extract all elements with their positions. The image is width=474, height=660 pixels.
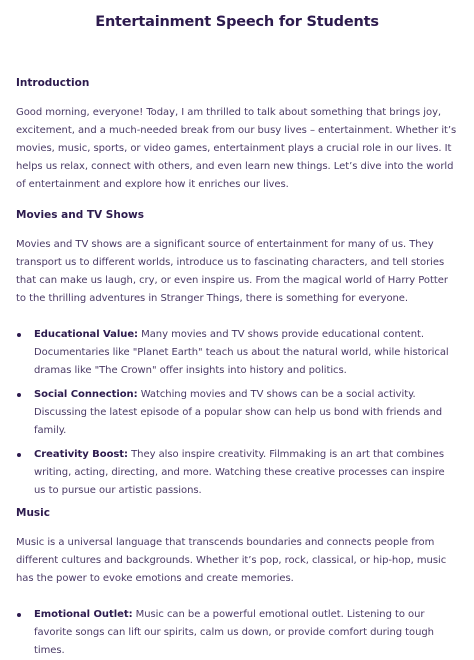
bullet-term: Social Connection: <box>34 389 138 400</box>
bullet-dot-icon <box>17 333 21 337</box>
list-item <box>24 386 458 440</box>
music-paragraph: Music is a universal language that transcends boundaries and connects people from different cultures and backgrounds. Whether it’s pop, rock, classical, or hip-hop, music has the power to evoke emotions and create memories. <box>16 537 447 584</box>
bullet-term: Educational Value: <box>34 329 139 340</box>
section-heading-movies-tv: Movies and TV Shows <box>16 209 145 221</box>
movies-tv-bullet-list <box>16 326 458 500</box>
bullet-text: They also inspire creativity. Filmmaking is an art that combines writing, acting, directing, and more. Watching these creative processes can inspire us to pursue our artistic passions. <box>34 449 445 496</box>
list-item <box>24 326 458 380</box>
section-heading-music: Music <box>16 507 50 519</box>
introduction-paragraph: Good morning, everyone! Today, I am thrilled to talk about something that brings joy, excitement, and a much-needed break from our busy lives – entertainment. Whether it’s movies, music, sports, or video games, entertainment plays a crucial role in our lives. It helps us relax, connect with others, and even learn new things. Let’s dive into the world of entertainment and explore how it enriches our lives. <box>16 107 457 190</box>
music-bullet-list <box>16 606 458 660</box>
list-item <box>24 606 458 660</box>
page-title: Entertainment Speech for Students <box>95 14 379 30</box>
bullet-text: Many movies and TV shows provide educational content. Documentaries like "Planet Earth" teach us about the natural world, while historical dramas like "The Crown" offer insights into history and politics. <box>34 329 449 376</box>
bullet-text: Music can be a powerful emotional outlet. Listening to our favorite songs can lift our spirits, calm us down, or provide comfort during tough times. <box>34 609 434 656</box>
bullet-text: Watching movies and TV shows can be a social activity. Discussing the latest episode of a popular show can help us bond with friends and family. <box>34 389 443 436</box>
bullet-dot-icon <box>17 613 21 617</box>
bullet-dot-icon <box>17 393 21 397</box>
bullet-term: Creativity Boost: <box>34 449 128 460</box>
bullet-term: Emotional Outlet: <box>34 609 133 620</box>
bullet-dot-icon <box>17 453 21 457</box>
movies-tv-paragraph: Movies and TV shows are a significant source of entertainment for many of us. They transport us to different worlds, introduce us to fascinating characters, and tell stories that can make us laugh, cry, or even inspire us. From the magical world of Harry Potter to the thrilling adventures in Stranger Things, there is something for everyone. <box>16 239 448 304</box>
section-heading-introduction: Introduction <box>16 77 90 89</box>
list-item <box>24 446 458 500</box>
